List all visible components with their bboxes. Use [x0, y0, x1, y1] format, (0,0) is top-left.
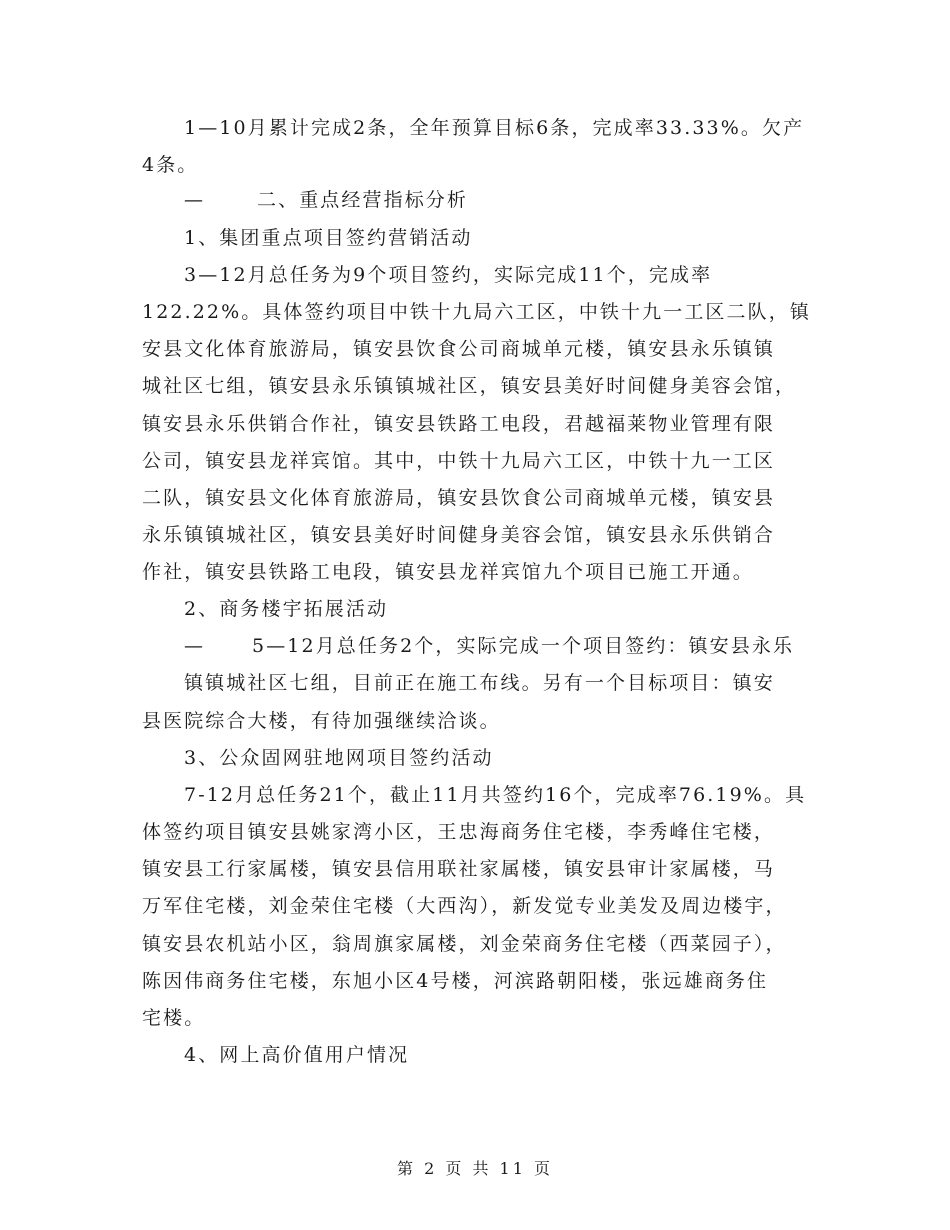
subsection-heading: 4、网上高价值用户情况 — [184, 1044, 410, 1066]
paragraph-line: 镇安县永乐供销合作社，镇安县铁路工电段，君越福莱物业管理有限 — [142, 413, 776, 435]
paragraph-line: 镇镇城社区七组，目前正在施工布线。另有一个目标项目：镇安 — [184, 672, 775, 694]
paragraph-line: 作社，镇安县铁路工电段，镇安县龙祥宾馆九个项目已施工开通。 — [142, 561, 754, 583]
paragraph-line: 县医院综合大楼，有待加强继续洽谈。 — [142, 710, 501, 732]
paragraph-line: 镇安县工行家属楼，镇安县信用联社家属楼，镇安县审计家属楼，马 — [142, 858, 776, 880]
paragraph-line: 7-12月总任务21个，截止11月共签约16个，完成率76.19%。具 — [184, 784, 807, 806]
paragraph-line: 万军住宅楼，刘金荣住宅楼（大西沟），新发觉专业美发及周边楼宇， — [142, 895, 787, 917]
subsection-heading: 1、集团重点项目签约营销活动 — [184, 227, 473, 249]
paragraph-line: 体签约项目镇安县姚家湾小区，王忠海商务住宅楼，李秀峰住宅楼， — [142, 821, 776, 843]
paragraph-line: 公司，镇安县龙祥宾馆。其中，中铁十九局六工区，中铁十九一工区 — [142, 450, 776, 472]
subsection-heading: 3、公众固网驻地网项目签约活动 — [184, 747, 494, 769]
paragraph-line: 二队，镇安县文化体育旅游局，镇安县饮食公司商城单元楼，镇安县 — [142, 487, 776, 509]
paragraph-line: 4条。 — [142, 154, 199, 176]
section-heading: 二、重点经营指标分析 — [257, 189, 469, 211]
subsection-heading: 2、商务楼宇拓展活动 — [184, 598, 389, 620]
paragraph-line: 1—10月累计完成2条，全年预算目标6条，完成率33.33%。欠产 — [184, 117, 805, 139]
paragraph-line: 3—12月总任务为9个项目签约，实际完成11个，完成率 — [184, 264, 713, 286]
paragraph-line: 安县文化体育旅游局，镇安县饮食公司商城单元楼，镇安县永乐镇镇 — [142, 338, 776, 360]
paragraph-line: 122.22%。具体签约项目中铁十九局六工区，中铁十九一工区二队，镇 — [142, 301, 811, 323]
paragraph-line: 镇安县农机站小区，翁周旗家属楼，刘金荣商务住宅楼（西菜园子）， — [142, 933, 787, 955]
paragraph-line: 5—12月总任务2个，实际完成一个项目签约：镇安县永乐 — [252, 635, 795, 657]
paragraph-line: 永乐镇镇城社区，镇安县美好时间健身美容会馆，镇安县永乐供销合 — [142, 524, 776, 546]
paragraph-line: 陈因伟商务住宅楼，东旭小区4号楼，河滨路朝阳楼，张远雄商务住 — [142, 970, 769, 992]
paragraph-line: 城社区七组，镇安县永乐镇镇城社区，镇安县美好时间健身美容会馆， — [142, 375, 797, 397]
page-footer: 第 2 页 共 11 页 — [397, 1159, 553, 1178]
dash-mark: — — [184, 189, 203, 211]
paragraph-line: 宅楼。 — [142, 1007, 206, 1029]
dash-mark: — — [184, 635, 203, 657]
